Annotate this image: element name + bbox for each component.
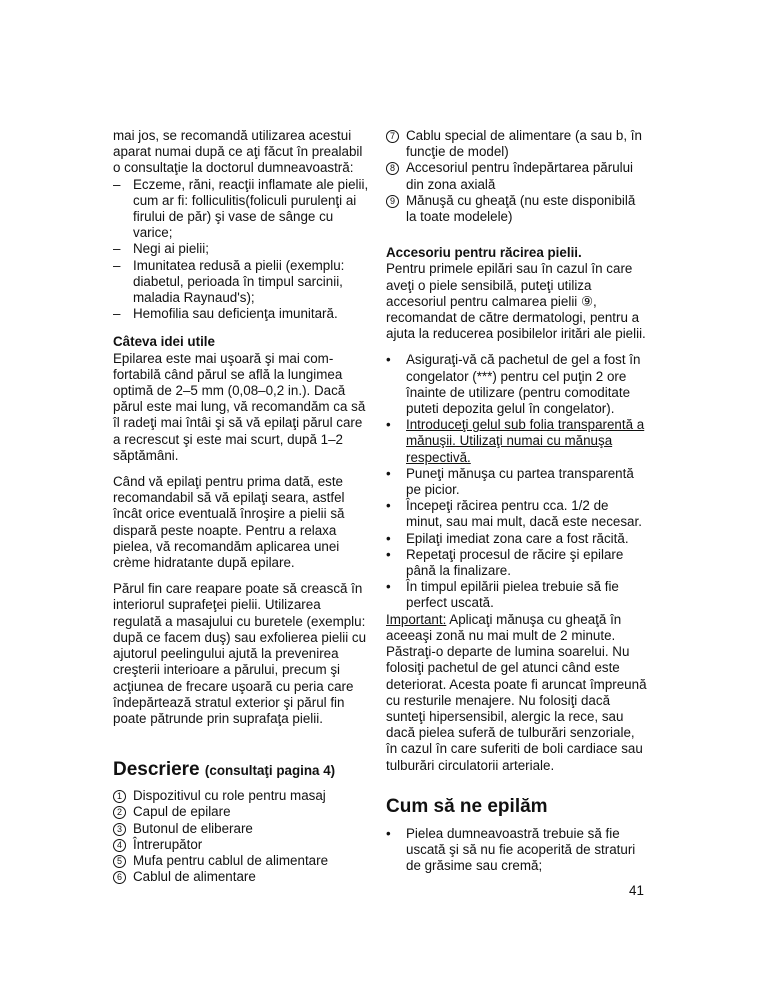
list-item: 4 Întrerupător (113, 837, 371, 853)
number-circle: 1 (113, 790, 126, 803)
tips-paragraph: Epilarea este mai uşoară şi mai com-fortabilă când părul se află la lungimea optimă de 2–5 mm (0,08–0,2 in.). Dacă părul este mai lung, vă recomandăm ca să îl radeţi mai întâi şi să vă epilaţi părul care a recrescut şi este mai scurt, după 1–2 săptămâni. (113, 350, 366, 463)
number-circle: 6 (113, 871, 126, 884)
parts-list-continued (386, 128, 648, 225)
list-item: 6 Cablul de alimentare (113, 869, 371, 885)
intro-paragraph: mai jos, se recomandă utilizarea acestui aparat numai după ce aţi făcut în prealabil o consultaţie la doctorul dumneavoastră: (113, 128, 363, 176)
number-circle: 4 (113, 839, 126, 852)
tips-paragraph: Când vă epilaţi pentru prima dată, este recomandabil să vă epilaţi seara, astfel încât orice eventuală înroşire a pielii să dispară peste noapte. Pentru a relaxa pielea, vă recomandăm aplicarea unei crème hidratante după epilare. (113, 474, 345, 571)
list-item: 1 Dispozitivul cu role pentru masaj (113, 788, 371, 804)
list-item: – Negi ai pielii; (113, 241, 209, 257)
parts-list (113, 788, 371, 885)
important-label: Important: (386, 611, 447, 627)
description-heading: Descriere (consultaţi pagina 4) (113, 759, 336, 781)
list-item: • Repetaţi procesul de răcire şi epilare până la finalizare. (386, 546, 624, 579)
list-item: 3 Butonul de eliberare (113, 821, 371, 837)
list-item: – Hemofilia sau deficienţa imunitară. (113, 306, 338, 322)
number-circle: 2 (113, 806, 126, 819)
number-circle: 5 (113, 855, 126, 868)
epilate-heading: Cum să ne epilăm (386, 795, 548, 817)
list-item: • Epilaţi imediat zona care a fost răcită. (386, 530, 629, 546)
number-circle: 8 (386, 162, 399, 175)
cooling-steps-list (386, 352, 648, 611)
cooling-intro: Pentru primele epilări sau în cazul în care aveţi o piele sensibilă, puteţi utiliza accesoriul pentru calmarea pielii ⑨, recomandat de către dermatologi, pentru a ajuta la reducerea posibilelor iritări ale pielii. (386, 261, 646, 342)
contraindications-list (113, 177, 371, 323)
list-item: – Eczeme, răni, reacţii inflamate ale pielii, cum ar fi: folliculitis(foliculi purulenţi ai firului de păr) şi vase de sânge cu varice; (113, 176, 369, 241)
number-circle: 3 (113, 823, 126, 836)
list-item: 9 Mănuşă cu gheaţă (nu este disponibilă la toate modelele) (386, 193, 648, 225)
list-item: • În timpul epilării pielea trebuie să fie perfect uscată. (386, 579, 619, 611)
list-item: • Introduceţi gelul sub folia transparentă a mănuşii. Utilizaţi numai cu mănuşa respectivă. (386, 417, 645, 465)
list-item: • Asiguraţi-vă că pachetul de gel a fost în congelator (***) pentru cel puţin 2 ore înainte de utilizare (pentru comoditate puteti depozita gelul în congelator). (386, 352, 641, 417)
list-item: • Pielea dumneavoastră trebuie să fie uscată şi să nu fie acoperită de straturi de grăsime sau cremă; (386, 825, 636, 874)
list-item: • Începeţi răcirea pentru cca. 1/2 de minut, sau mai mult, dacă este necesar. (386, 498, 642, 530)
list-item: • Puneţi mănuşa cu partea transparentă pe picior. (386, 465, 634, 498)
important-paragraph: Important: Aplicaţi mănuşa cu gheaţă în aceeaşi zonă nu mai mult de 2 minute. Păstraţi-o departe de lumina soarelui. Nu folosiţi pachetul de gel atunci când este deteriorat. Acesta poate fi aruncat împreună cu resturile menajere. Nu folosiţi dacă sunteţi hipersensibil, alergic la rece, sau dacă pielea suferă de tulburări senzoriale, în cazul în care suferiti de boli cardiace sau tulburări circulatorii arteriale. (386, 611, 647, 773)
page-number: 41 (629, 883, 644, 898)
number-circle: 9 (386, 195, 399, 208)
tips-paragraph: Părul fin care reapare poate să crească în interiorul suprafeţei pielii. Utilizarea regulată a masajului cu buretele (exemplu: după ce facem duş) sau exfolierea pielii cu ajutorul peelingului ajută la prevenirea creşterii interioare a părului, precum şi acţiunea de frecare uşoară cu peria care îndepărtează stratul exterior şi părul fin poate pătrunde prin suprafaţa pielii. (113, 581, 367, 726)
right-column (386, 128, 648, 874)
epilate-steps-list (386, 826, 648, 875)
number-circle: 7 (386, 130, 399, 143)
list-item: 8 Accesoriul pentru îndepărtarea părului din zona axială (386, 160, 648, 192)
list-item: – Imunitatea redusă a pielii (exemplu: diabetul, perioada în timpul sarcinii, maladia Raynaud's); (113, 257, 345, 306)
list-item: 7 Cablu special de alimentare (a sau b, în funcţie de model) (386, 128, 648, 160)
list-item: 5 Mufa pentru cablul de alimentare (113, 853, 371, 869)
list-item: 2 Capul de epilare (113, 804, 371, 820)
cooling-heading: Accesoriu pentru răcirea pielii. (386, 245, 582, 261)
left-column (113, 128, 371, 885)
tips-heading: Câteva idei utile (113, 334, 215, 350)
